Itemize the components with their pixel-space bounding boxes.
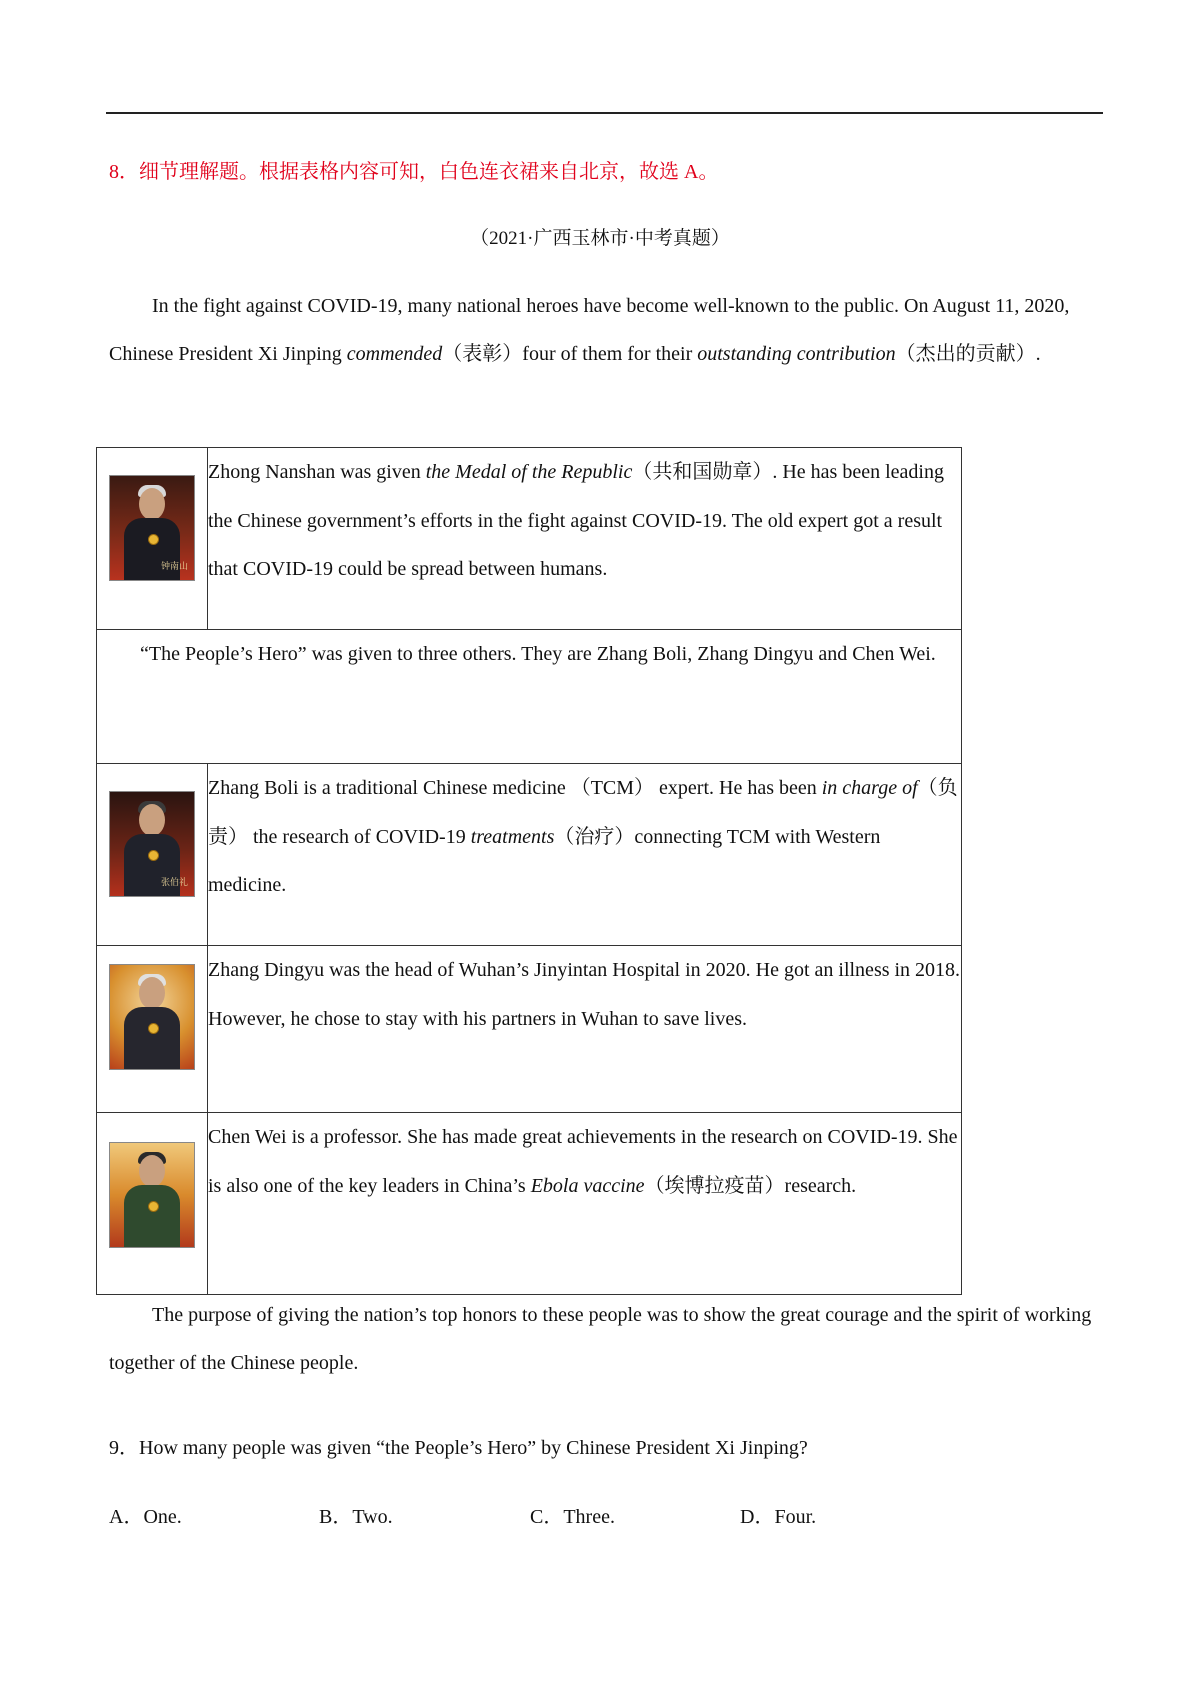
header-divider [106,112,1103,114]
option-d[interactable]: D．Four. [740,1506,817,1528]
intro-term-commended: commended [346,343,443,365]
answer-options [109,1500,1009,1530]
medal-term: the Medal of the Republic [425,461,633,483]
portrait-chen-wei-icon [109,1142,195,1248]
option-a[interactable]: A．One. [109,1506,182,1528]
cell-text: （埃博拉疫苗）research. [644,1174,857,1197]
heroes-table [96,447,962,1295]
term-ebola-vaccine: Ebola vaccine [530,1174,645,1197]
photo-cell [97,764,208,946]
photo-cell [97,448,208,630]
portrait-zhang-boli-icon [109,791,195,897]
portrait-zhang-dingyu-icon [109,964,195,1070]
cell-text: Zhang Boli is a traditional Chinese medicine （TCM） expert. He has been [208,777,822,799]
table-row [97,1113,962,1295]
photo-cell [97,1113,208,1295]
portrait-zhong-nanshan-icon [109,475,195,581]
intro-text: In the fight against COVID-19, many national heroes have become well-known to the public. On August 11, 2020, Chinese President Xi Jinping [109,295,1070,365]
cell-text: （共和国勋章）. He has been leading the Chinese government’s efforts in the fight against COVID-19. The old expert got a result that COVID-19 could be spread between humans. [208,461,944,580]
signature-text: 钟南山 [160,562,188,572]
cell-text: （治疗）connecting TCM with Western medicine. [208,825,881,896]
question-source: （2021·广西玉林市·中考真题） [470,228,730,249]
term-in-charge-of: in charge of [821,777,918,799]
zhong-nanshan-text [208,448,962,630]
answer-explanation: 8．细节理解题。根据表格内容可知，白色连衣裙来自北京，故选 A。 [109,161,719,183]
option-c[interactable]: C．Three. [530,1506,615,1528]
table-row [97,764,962,946]
peoples-hero-note: “The People’s Hero” was given to three others. They are Zhang Boli, Zhang Dingyu and Chen Wei. [97,630,962,764]
zhang-dingyu-text: Zhang Dingyu was the head of Wuhan’s Jinyintan Hospital in 2020. He got an illness in 2018. However, he chose to stay with his partners in Wuhan to save lives. [208,946,962,1113]
table-row [97,946,962,1113]
intro-text: （杰出的贡献）. [895,343,1041,365]
signature-text: 张伯礼 [160,878,188,888]
chen-wei-text [208,1113,962,1295]
intro-text: （表彰）four of them for their [442,343,698,365]
intro-term-contribution: outstanding contribution [697,343,896,365]
table-row [97,630,962,764]
table-row [97,448,962,630]
photo-cell [97,946,208,1113]
option-b[interactable]: B．Two. [319,1506,393,1528]
zhang-boli-text [208,764,962,946]
cell-text: Chen Wei is a professor. She has made great achievements in the research on COVID-19. She is also one of the key leaders in China’s [208,1126,958,1197]
conclusion-paragraph: The purpose of giving the nation’s top honors to these people was to show the great courage and the spirit of working together of the Chinese people. [109,1304,1092,1374]
term-treatments: treatments [470,825,555,848]
question-9: 9．How many people was given “the People’s Hero” by Chinese President Xi Jinping? [109,1437,808,1459]
intro-paragraph [109,282,1103,378]
cell-text: （负责） the research of COVID-19 [208,777,958,848]
cell-text: Zhong Nanshan was given [208,461,426,483]
